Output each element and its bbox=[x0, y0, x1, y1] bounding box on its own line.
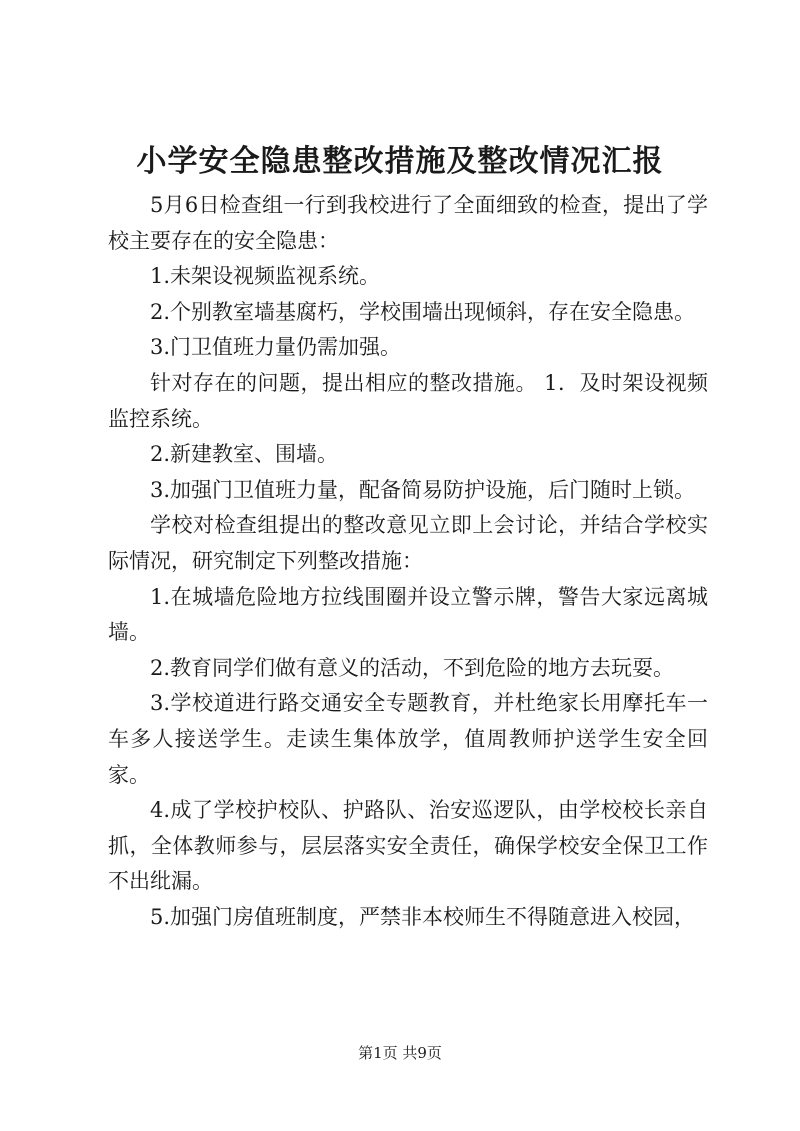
paragraph: 3.门卫值班力量仍需加强。 bbox=[150, 335, 402, 360]
paragraph: 3.加强门卫值班力量，配备简易防护设施，后门随时上锁。 bbox=[150, 477, 696, 502]
paragraph: 4.成了学校护校队、护路队、治安巡逻队，由学校校长亲自抓，全体教师参与，层层落实安全责任，确保学校安全保卫工作不出纰漏。 bbox=[108, 798, 708, 894]
paragraph: 2.教育同学们做有意义的活动，不到危险的地方去玩耍。 bbox=[150, 655, 675, 680]
page-footer: 第1页 共9页 bbox=[358, 1044, 442, 1062]
paragraph: 5月6日检查组一行到我校进行了全面细致的检查，提出了学校主要存在的安全隐患： bbox=[108, 193, 708, 253]
paragraph: 2.新建教室、围墙。 bbox=[150, 442, 339, 467]
paragraph: 5.加强门房值班制度，严禁非本校师生不得随意进入校园， bbox=[150, 904, 696, 929]
document-title: 小学安全隐患整改措施及整改情况汇报 bbox=[136, 144, 664, 179]
paragraph: 1.未架设视频监视系统。 bbox=[150, 264, 381, 289]
document-body bbox=[108, 188, 708, 935]
paragraph: 针对存在的问题，提出相应的整改措施。 1．及时架设视频监控系统。 bbox=[108, 370, 708, 431]
paragraph: 1.在城墙危险地方拉线围圈并设立警示牌，警告大家远离城墙。 bbox=[108, 584, 708, 645]
paragraph: 3.学校道进行路交通安全专题教育，并杜绝家长用摩托车一车多人接送学生。走读生集体放学，值周教师护送学生安全回家。 bbox=[108, 691, 708, 787]
paragraph: 2.个别教室墙基腐朽，学校围墙出现倾斜，存在安全隐患。 bbox=[150, 299, 696, 324]
paragraph: 学校对检查组提出的整改意见立即上会讨论，并结合学校实际情况，研究制定下列整改措施： bbox=[108, 513, 708, 573]
